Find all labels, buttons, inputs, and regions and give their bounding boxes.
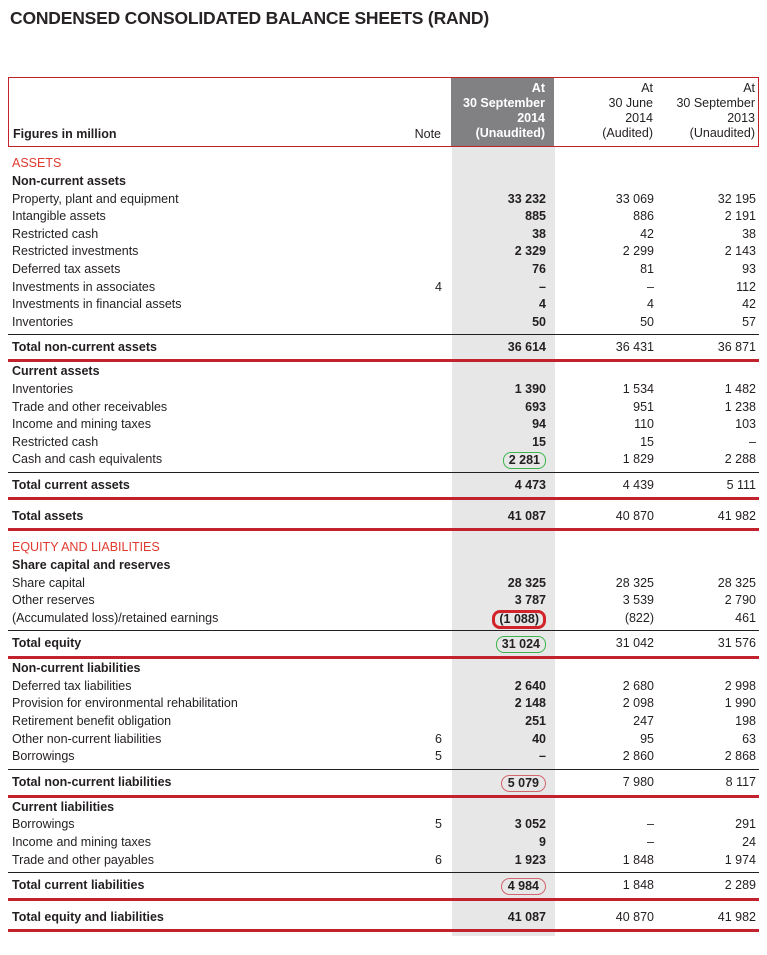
table-row [8, 816, 759, 834]
total-row [8, 630, 759, 659]
note-cell: 5 [435, 817, 442, 832]
value-c1: 2 329 [514, 244, 546, 259]
note-cell [408, 226, 452, 244]
value-c1: 76 [532, 261, 546, 276]
period-column-header [654, 81, 758, 146]
table-body [8, 155, 759, 932]
green-highlight-annotation: 2 281 [503, 452, 546, 469]
row-group-subheading: Share capital and reserves [12, 557, 171, 572]
note-cell: 6 [435, 731, 442, 746]
note-column-header: Note [414, 127, 441, 141]
row-label: Deferred tax assets [12, 261, 121, 276]
row-label: Share capital [12, 575, 85, 590]
row-label: Investments in associates [12, 279, 156, 294]
value-c2: 2 680 [622, 678, 654, 693]
table-row [8, 261, 759, 279]
row-label: Income and mining taxes [12, 417, 151, 432]
value-c1: 40 [532, 731, 546, 746]
table-row [8, 243, 759, 261]
section-heading: EQUITY AND LIABILITIES [12, 539, 160, 554]
total-row [8, 472, 759, 500]
total-row [8, 334, 759, 362]
row-label: Trade and other payables [12, 852, 154, 867]
value-c2: 36 431 [615, 340, 654, 355]
value-c3: 2 790 [724, 593, 756, 608]
green-highlight-annotation: 31 024 [496, 636, 546, 653]
row-label: Total current assets [12, 477, 130, 492]
table-row [8, 191, 759, 209]
value-c2: 1 829 [622, 452, 654, 467]
row-label: Intangible assets [12, 209, 106, 224]
value-c3: 8 117 [725, 774, 756, 789]
note-cell [408, 592, 452, 610]
value-c3: 1 238 [724, 399, 756, 414]
period-column-header [554, 81, 654, 146]
value-c2: 2 860 [622, 749, 654, 764]
period-header-line: 30 September [676, 96, 755, 110]
note-cell [408, 434, 452, 452]
value-c1: 41 087 [507, 910, 546, 925]
value-c1: 251 [525, 714, 546, 729]
period-header-line: 2013 [727, 111, 755, 125]
value-c3: 2 289 [724, 878, 756, 893]
value-c2: – [647, 835, 654, 850]
note-cell [408, 338, 452, 356]
value-c3: 24 [742, 835, 756, 850]
value-c3: 1 990 [724, 696, 756, 711]
note-cell [408, 296, 452, 314]
note-cell [408, 634, 452, 653]
table-row [8, 748, 759, 766]
note-cell [408, 399, 452, 417]
note-cell [408, 876, 452, 895]
value-c2: 1 848 [622, 852, 654, 867]
period-header-line: (Audited) [602, 126, 653, 140]
table-row [8, 852, 759, 870]
value-c1 [452, 610, 555, 629]
value-c1: 3 052 [514, 817, 546, 832]
row-label: Provision for environmental rehabilitation [12, 696, 238, 711]
table-row [8, 296, 759, 314]
red-oval-annotation: 5 079 [501, 775, 546, 792]
row-label: Total assets [12, 508, 84, 523]
period-header-line: (Unaudited) [475, 126, 545, 140]
value-c1: 94 [532, 417, 546, 432]
table-row [8, 731, 759, 749]
table-row [8, 575, 759, 593]
value-c3: 2 998 [724, 678, 756, 693]
value-c2: 95 [640, 731, 654, 746]
note-cell [408, 713, 452, 731]
value-c2: – [647, 279, 654, 294]
period-header-line: At [641, 81, 653, 95]
value-c1: 9 [539, 835, 546, 850]
grand-total-row [8, 905, 759, 932]
note-cell [408, 191, 452, 209]
row-label: Borrowings [12, 817, 75, 832]
value-c2: 110 [634, 417, 654, 432]
table-row [8, 226, 759, 244]
value-c3: 112 [736, 279, 756, 294]
value-c3: 32 195 [717, 191, 756, 206]
value-c2: 1 848 [622, 878, 654, 893]
row-label: Income and mining taxes [12, 835, 151, 850]
row-label: Other reserves [12, 593, 95, 608]
note-cell [408, 610, 452, 629]
value-c3: 31 576 [717, 636, 756, 651]
note-cell [408, 773, 452, 792]
value-c1: 885 [525, 209, 546, 224]
row-label: Restricted cash [12, 226, 99, 241]
value-c1: 1 923 [514, 852, 546, 867]
value-c3: 291 [735, 817, 756, 832]
table-row [8, 208, 759, 226]
value-c3: 38 [742, 226, 756, 241]
value-c3: 57 [742, 314, 756, 329]
value-c3: 93 [742, 261, 756, 276]
row-label: Total equity [12, 636, 82, 651]
note-cell [408, 208, 452, 226]
value-c3: 1 974 [724, 852, 756, 867]
value-c3: 63 [742, 731, 756, 746]
row-group-subheading: Non-current assets [12, 174, 126, 188]
value-c2: 4 [647, 297, 654, 312]
value-c1: 38 [532, 226, 546, 241]
note-cell [408, 575, 452, 593]
period-header-line: (Unaudited) [689, 126, 755, 140]
row-group-subheading: Current assets [12, 364, 100, 379]
value-c1: 2 148 [514, 696, 546, 711]
period-header-line: At [531, 81, 545, 95]
table-row [8, 399, 759, 417]
row-label: Other non-current liabilities [12, 731, 162, 746]
value-c1 [452, 773, 555, 792]
total-row [8, 769, 759, 798]
row-label: Restricted cash [12, 434, 99, 449]
note-cell: 6 [435, 852, 442, 867]
table-row [8, 610, 759, 628]
value-c1: 15 [532, 434, 546, 449]
value-c2: 951 [633, 399, 654, 414]
table-row [8, 381, 759, 399]
value-c3: 2 143 [724, 244, 756, 259]
row-group-subheading: Current liabilities [12, 799, 115, 814]
row-label: Total equity and liabilities [12, 910, 164, 925]
table-row [8, 695, 759, 713]
value-c2: 33 069 [615, 191, 654, 206]
total-row [8, 872, 759, 901]
row-group-subheading: Non-current liabilities [12, 661, 141, 676]
value-c2: 7 980 [622, 774, 654, 789]
note-cell [408, 261, 452, 279]
period-header-line: 30 September [463, 96, 545, 110]
value-c1 [452, 451, 555, 469]
red-oval-annotation: 4 984 [501, 878, 546, 895]
value-c1: 1 390 [514, 381, 546, 396]
table-row [8, 451, 759, 469]
value-c2: 81 [640, 261, 654, 276]
value-c1: – [539, 279, 546, 294]
table-header-row [8, 77, 759, 147]
value-c1: 41 087 [507, 508, 546, 523]
value-c2: 40 870 [615, 910, 654, 925]
table-row [8, 678, 759, 696]
value-c3: 42 [742, 297, 756, 312]
note-cell [408, 381, 452, 399]
balance-sheet-table [8, 77, 759, 932]
page-title: CONDENSED CONSOLIDATED BALANCE SHEETS (RAND) [10, 8, 489, 28]
table-row [8, 713, 759, 731]
table-row [8, 592, 759, 610]
value-c1: 28 325 [507, 575, 546, 590]
value-c2: 50 [640, 314, 654, 329]
value-c2: 886 [633, 209, 654, 224]
note-cell [408, 834, 452, 852]
period-header-line: 2014 [517, 111, 545, 125]
value-c3: 5 111 [726, 477, 756, 492]
value-c3: – [749, 434, 756, 449]
note-cell [408, 243, 452, 261]
row-label: Inventories [12, 314, 74, 329]
period-header-line: 30 June [608, 96, 653, 110]
row-label: Total current liabilities [12, 878, 145, 893]
row-label: Deferred tax liabilities [12, 678, 132, 693]
row-label: Trade and other receivables [12, 399, 168, 414]
value-c3: 1 482 [724, 381, 756, 396]
value-c3: 2 868 [724, 749, 756, 764]
value-c2: (822) [624, 610, 654, 625]
note-cell [408, 476, 452, 494]
note-cell: 4 [435, 279, 442, 294]
value-c1: 2 640 [514, 678, 546, 693]
value-c3: 103 [735, 417, 756, 432]
row-label: Property, plant and equipment [12, 191, 179, 206]
value-c3: 2 191 [724, 209, 756, 224]
value-c3: 198 [735, 714, 756, 729]
value-c1 [452, 876, 555, 895]
table-row [8, 834, 759, 852]
value-c2: 40 870 [615, 508, 654, 523]
value-c1: 693 [525, 399, 546, 414]
table-row [8, 279, 759, 297]
note-cell [408, 908, 452, 926]
value-c1: 3 787 [514, 593, 546, 608]
value-c2: 15 [640, 434, 654, 449]
value-c2: 42 [640, 226, 654, 241]
row-label: (Accumulated loss)/retained earnings [12, 610, 219, 625]
value-c2: 247 [633, 714, 654, 729]
grand-total-row [8, 504, 759, 531]
row-label: Retirement benefit obligation [12, 714, 172, 729]
value-c3: 41 982 [717, 910, 756, 925]
value-c2: 28 325 [615, 575, 654, 590]
value-c3: 461 [735, 610, 756, 625]
period-header-line: At [743, 81, 755, 95]
value-c1: 4 [539, 297, 546, 312]
value-c1: 50 [532, 314, 546, 329]
row-label: Total non-current assets [12, 340, 157, 355]
row-label: Borrowings [12, 749, 75, 764]
row-label: Cash and cash equivalents [12, 452, 163, 467]
table-row [8, 416, 759, 434]
row-label: Restricted investments [12, 244, 139, 259]
row-label: Inventories [12, 381, 74, 396]
red-box-annotation: (1 088) [492, 610, 546, 629]
value-c2: 3 539 [622, 593, 654, 608]
value-c2: – [647, 817, 654, 832]
section-heading: ASSETS [12, 156, 62, 170]
value-c3: 2 288 [724, 452, 756, 467]
row-label: Total non-current liabilities [12, 774, 172, 789]
note-cell [408, 451, 452, 469]
note-cell [408, 314, 452, 332]
note-cell: 5 [435, 749, 442, 764]
note-cell [408, 678, 452, 696]
value-c2: 2 098 [622, 696, 654, 711]
note-cell [408, 416, 452, 434]
value-c1: 33 232 [507, 191, 546, 206]
note-cell [408, 507, 452, 525]
note-cell [408, 695, 452, 713]
row-label: Investments in financial assets [12, 297, 182, 312]
period-header-line: 2014 [625, 111, 653, 125]
value-c3: 36 871 [717, 340, 756, 355]
value-c1: 36 614 [507, 340, 546, 355]
value-c2: 2 299 [622, 244, 654, 259]
table-row [8, 314, 759, 332]
value-c2: 1 534 [622, 381, 654, 396]
value-c2: 31 042 [615, 636, 654, 651]
value-c3: 41 982 [717, 508, 756, 523]
table-row [8, 434, 759, 452]
value-c1: – [539, 749, 546, 764]
value-c1 [452, 634, 555, 653]
value-c3: 28 325 [717, 575, 756, 590]
period-column-header [451, 78, 554, 146]
figures-in-million-label: Figures in million [13, 127, 117, 141]
value-c1: 4 473 [514, 477, 546, 492]
value-c2: 4 439 [622, 477, 654, 492]
